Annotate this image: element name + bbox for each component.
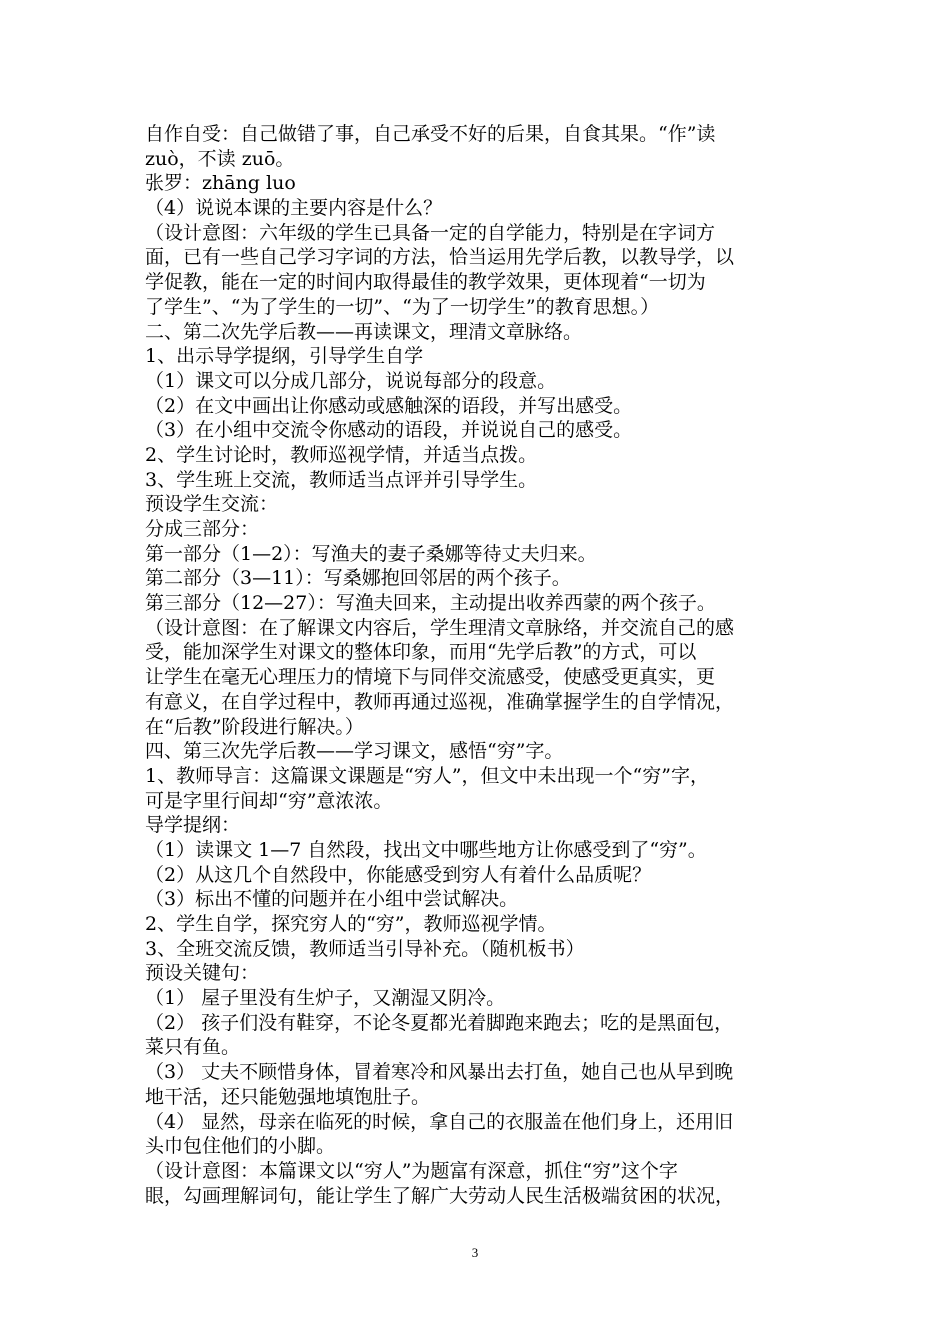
text-line: 第二部分（3—11）：写桑娜抱回邻居的两个孩子。	[145, 567, 571, 590]
document-body	[145, 122, 825, 1208]
text-line: 3、学生班上交流，教师适当点评并引导学生。	[145, 468, 538, 491]
text-line: 眼，勾画理解词句，能让学生了解广大劳动人民生活极端贫困的状况，	[145, 1184, 735, 1207]
text-line: 导学提纲：	[145, 814, 241, 837]
text-line: 头巾包住他们的小脚。	[145, 1135, 336, 1158]
text-line: 面，已有一些自己学习字词的方法，恰当运用先学后教，以教导学，以	[145, 246, 735, 269]
text-line: （设计意图：在了解课文内容后，学生理清文章脉络，并交流自己的感	[145, 616, 735, 639]
text-line: （3）标出不懂的问题并在小组中尝试解决。	[145, 888, 519, 911]
text-line: 可是字里行间却“穷”意浓浓。	[145, 789, 393, 812]
text-line: 3、全班交流反馈，教师适当引导补充。（随机板书）	[145, 937, 585, 960]
text-line: 在“后教”阶段进行解决。）	[145, 715, 364, 738]
text-line: 分成三部分：	[145, 518, 260, 540]
text-line: （2） 孩子们没有鞋穿，不论冬夏都光着脚跑来跑去；吃的是黑面包，	[145, 1011, 734, 1034]
text-line: 自作自受：自己做错了事，自己承受不好的后果，自食其果。“作”读	[145, 123, 716, 145]
text-line: 预设学生交流：	[145, 493, 279, 516]
text-line: 了学生”、“为了学生的一切”、“为了一切学生”的教育思想。）	[145, 295, 660, 318]
text-line: （4）说说本课的主要内容是什么？	[145, 197, 443, 220]
text-line: 预设关键句：	[145, 962, 260, 985]
text-line: 四、第三次先学后教——学习课文，感悟“穷”字。	[145, 740, 564, 763]
text-line: 菜只有鱼。	[145, 1036, 241, 1059]
text-line: （1）读课文 1—7 自然段，找出文中哪些地方让你感受到了“穷”。	[145, 838, 707, 861]
text-line: （2）在文中画出让你感动或感触深的语段，并写出感受。	[145, 394, 633, 417]
page-number: 3	[471, 1245, 479, 1260]
text-line: （1） 屋子里没有生炉子，又潮湿又阴冷。	[145, 987, 506, 1010]
text-line: （设计意图：六年级的学生已具备一定的自学能力，特别是在字词方	[145, 221, 716, 244]
text-line: zuò，不读 zuō。	[145, 147, 295, 170]
text-line: 有意义，在自学过程中，教师再通过巡视，准确掌握学生的自学情况，	[145, 690, 735, 713]
text-line: 1、出示导学提纲，引导学生自学	[145, 345, 424, 368]
text-line: （3）在小组中交流令你感动的语段，并说说自己的感受。	[145, 419, 633, 442]
text-line: 让学生在毫无心理压力的情境下与同伴交流感受，使感受更真实，更	[145, 666, 716, 689]
text-line: （1）课文可以分成几部分，说说每部分的段意。	[145, 369, 557, 392]
text-line: 受，能加深学生对课文的整体印象，而用“先学后教”的方式，可以	[145, 641, 697, 664]
text-line: 2、学生讨论时，教师巡视学情，并适当点拨。	[145, 443, 538, 466]
text-line: 第三部分（12—27）：写渔夫回来，主动提出收养西蒙的两个孩子。	[145, 592, 716, 615]
text-line: 二、第二次先学后教——再读课文，理清文章脉络。	[145, 320, 583, 343]
text-line: 学促教，能在一定的时间内取得最佳的教学效果，更体现着“一切为	[145, 271, 706, 294]
text-line: （4） 显然，母亲在临死的时候，拿自己的衣服盖在他们身上，还用旧	[145, 1110, 734, 1133]
text-line: （3） 丈夫不顾惜身体，冒着寒冷和风暴出去打鱼，她自己也从早到晚	[145, 1061, 734, 1084]
text-line: 2、学生自学，探究穷人的“穷”，教师巡视学情。	[145, 913, 557, 935]
text-line: 张罗：zhāng luo	[145, 172, 296, 195]
text-line: 地干活，还只能勉强地填饱肚子。	[145, 1085, 431, 1108]
text-line: （设计意图：本篇课文以“穷人”为题富有深意，抓住“穷”这个字	[145, 1159, 678, 1182]
text-line: 1、教师导言：这篇课文课题是“穷人”，但文中未出现一个“穷”字，	[145, 764, 709, 787]
text-line: 第一部分（1—2）：写渔夫的妻子桑娜等待丈夫归来。	[145, 542, 597, 565]
text-line: （2）从这几个自然段中，你能感受到穷人有着什么品质呢？	[145, 863, 652, 886]
